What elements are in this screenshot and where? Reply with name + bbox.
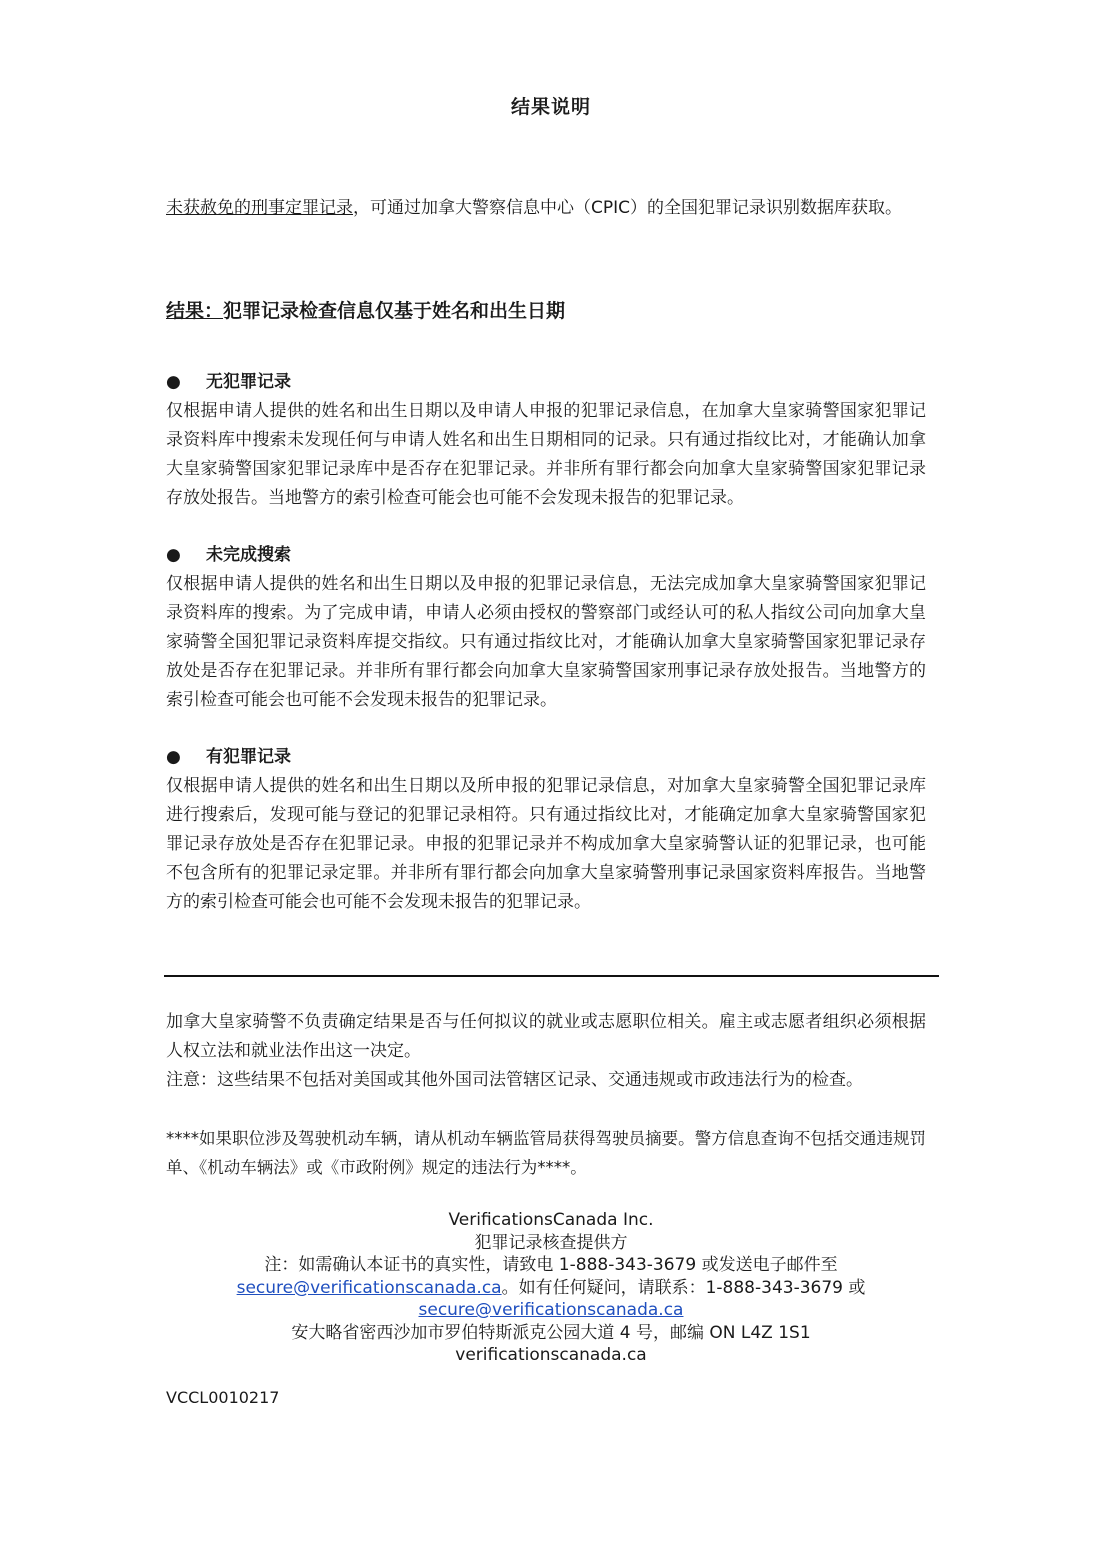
- page-title: 结果说明: [510, 96, 591, 118]
- result-item-body: 仅根据申请人提供的姓名和出生日期以及申请人申报的犯罪记录信息，在加拿大皇家骑警国家犯罪记录资料库中搜索未发现任何与申请人姓名和出生日期相同的记录。只有通过指纹比对，才能确认加拿大皇家骑警国家犯罪记录库中是否存在犯罪记录。并非所有罪行都会向加拿大皇家骑警国家犯罪记录存放处报告。当地警方的索引检查可能会也可能不会发现未报告的犯罪记录。: [166, 401, 926, 508]
- result-item-label: 无犯罪记录: [206, 372, 291, 392]
- note-paragraph: 注意：这些结果不包括对美国或其他外国司法管辖区记录、交通违规或市政违法行为的检查。: [166, 1070, 863, 1090]
- result-item-header: [166, 541, 926, 570]
- footer-email-link-2[interactable]: secure@verificationscanada.ca: [418, 1300, 684, 1320]
- intro-underlined-term: 未获赦免的刑事定罪记录: [166, 198, 353, 218]
- intro-paragraph: [166, 194, 926, 223]
- result-item-incomplete-search: [166, 541, 926, 715]
- bullet-icon: ●: [166, 545, 181, 565]
- footer-verify-text: 注：如需确认本证书的真实性，请致电 1-888-343-3679 或发送电子邮件至: [264, 1255, 838, 1275]
- footer-question-text: 。如有任何疑问，请联系：1-888-343-3679 或: [501, 1277, 866, 1298]
- footer-company: VerificationsCanada Inc.: [448, 1210, 654, 1230]
- footer-address: 安大略省密西沙加市罗伯特斯派克公园大道 4 号，邮编 ON L4Z 1S1: [291, 1322, 811, 1343]
- intro-text: ，可通过加拿大警察信息中心（CPIC）的全国犯罪记录识别数据库获取。: [353, 198, 903, 218]
- section-divider: [164, 975, 939, 977]
- footer-email-line: [0, 1299, 1102, 1322]
- result-heading-text: 犯罪记录检查信息仅基于姓名和出生日期: [223, 300, 566, 322]
- disclaimer-paragraph: 加拿大皇家骑警不负责确定结果是否与任何拟议的就业或志愿职位相关。雇主或志愿者组织必须根据人权立法和就业法作出这一决定。: [166, 1012, 926, 1061]
- result-heading: [166, 296, 565, 323]
- driver-abstract-note: ****如果职位涉及驾驶机动车辆，请从机动车辆监管局获得驾驶员摘要。警方信息查询不包括交通违规罚单、《机动车辆法》或《市政附例》规定的违法行为****。: [166, 1129, 926, 1177]
- result-item-has-record: [166, 743, 926, 917]
- footer-email-link[interactable]: secure@verificationscanada.ca: [236, 1277, 502, 1298]
- result-item-header: [166, 743, 926, 772]
- footer-website: verificationscanada.ca: [455, 1345, 647, 1365]
- footer: [0, 1209, 1102, 1367]
- bullet-icon: ●: [166, 747, 181, 767]
- result-item-label: 有犯罪记录: [206, 747, 291, 767]
- document-code: VCCL0010217: [166, 1388, 280, 1407]
- result-item-label: 未完成搜索: [206, 545, 291, 565]
- footer-provider: 犯罪记录核查提供方: [474, 1232, 628, 1253]
- result-heading-prefix: 结果：: [166, 300, 224, 322]
- result-item-header: [166, 368, 926, 397]
- result-item-no-record: [166, 368, 926, 513]
- footer-contact-line: [0, 1277, 1102, 1300]
- result-item-body: 仅根据申请人提供的姓名和出生日期以及申报的犯罪记录信息，无法完成加拿大皇家骑警国家犯罪记录资料库的搜索。为了完成申请，申请人必须由授权的警察部门或经认可的私人指纹公司向加拿大皇家骑警全国犯罪记录资料库提交指纹。只有通过指纹比对，才能确认加拿大皇家骑警国家犯罪记录存放处是否存在犯罪记录。并非所有罪行都会向加拿大皇家骑警国家刑事记录存放处报告。当地警方的索引检查可能会也可能不会发现未报告的犯罪记录。: [166, 574, 926, 710]
- result-item-body: 仅根据申请人提供的姓名和出生日期以及所申报的犯罪记录信息，对加拿大皇家骑警全国犯罪记录库进行搜索后，发现可能与登记的犯罪记录相符。只有通过指纹比对，才能确定加拿大皇家骑警国家犯罪记录存放处是否存在犯罪记录。申报的犯罪记录并不构成加拿大皇家骑警认证的犯罪记录，也可能不包含所有的犯罪记录定罪。并非所有罪行都会向加拿大皇家骑警刑事记录国家资料库报告。当地警方的索引检查可能会也可能不会发现未报告的犯罪记录。: [166, 776, 926, 912]
- bullet-icon: ●: [166, 372, 181, 392]
